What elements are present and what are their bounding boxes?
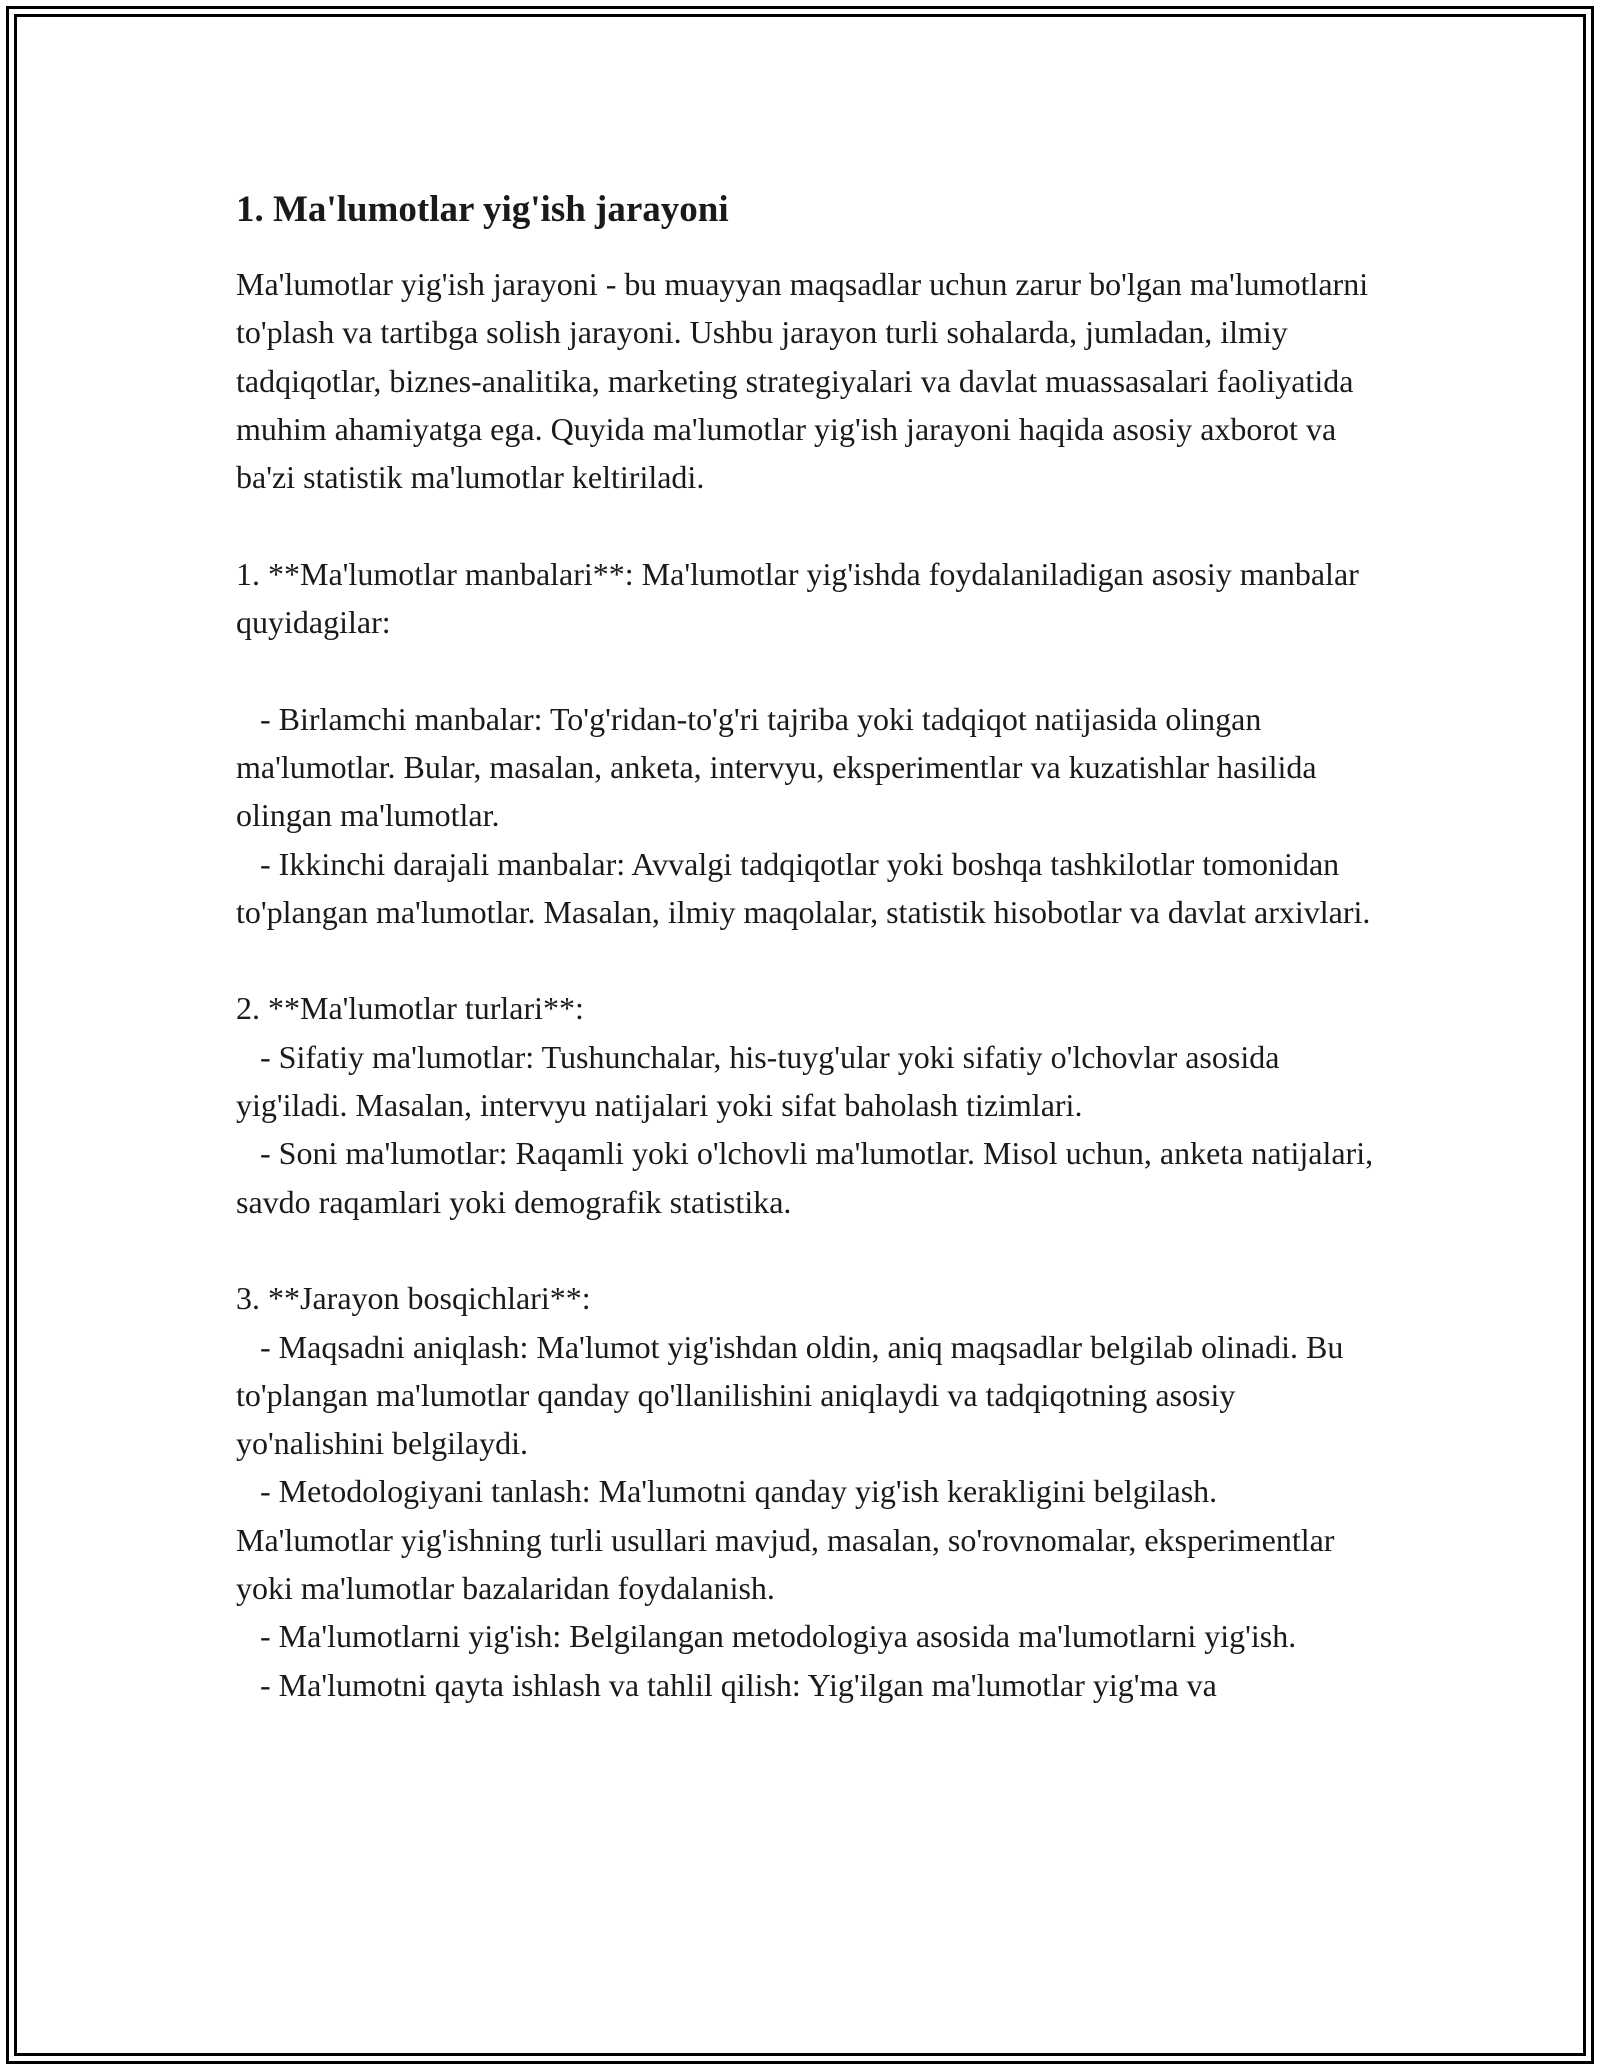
document-body — [236, 186, 1382, 1709]
section-3-item-methodology: - Metodologiyani tanlash: Ma'lumotni qanday yig'ish kerakligini belgilash. Ma'lumotlar yig'ishning turli usullari mavjud, masalan, so'rovnomalar, eksperimentlar yoki ma'lumotlar bazalaridan foydalanish. — [236, 1473, 1343, 1607]
section-3-item-processing: - Ma'lumotni qayta ishlash va tahlil qilish: Yig'ilgan ma'lumotlar yig'ma va — [236, 1666, 1217, 1703]
section-3-item-goal: - Maqsadni aniqlash: Ma'lumot yig'ishdan oldin, aniq maqsadlar belgilab olinadi. Bu to'plangan ma'lumotlar qanday qo'llanilishini aniqlaydi va tadqiqotning asosiy yo'nalishini belgilaydi. — [236, 1328, 1352, 1462]
section-3-item-collection: - Ma'lumotlarni yig'ish: Belgilangan metodologiya asosida ma'lumotlarni yig'ish. — [236, 1618, 1297, 1655]
section-1-heading: 1. **Ma'lumotlar manbalari**: Ma'lumotlar yig'ishda foydalaniladigan asosiy manbalar quyidagilar: — [236, 555, 1367, 641]
section-2-heading: 2. **Ma'lumotlar turlari**: — [236, 990, 584, 1027]
spacer — [236, 646, 1376, 694]
section-2-item-quantitative: - Soni ma'lumotlar: Raqamli yoki o'lchovli ma'lumotlar. Misol uchun, anketa natijalari, savdo raqamlari yoki demografik statistika. — [236, 1135, 1382, 1220]
spacer — [236, 936, 1376, 984]
section-1-item-primary-sources: - Birlamchi manbalar: To'g'ridan-to'g'ri tajriba yoki tadqiqot natijasida olingan ma'lumotlar. Bular, masalan, anketa, intervyu, eksperimentlar va kuzatishlar hasilida olingan ma'lumotlar. — [236, 700, 1325, 834]
spacer — [236, 1226, 1376, 1274]
intro-paragraph: Ma'lumotlar yig'ish jarayoni - bu muayyan maqsadlar uchun zarur bo'lgan ma'lumotlarni to'plash va tartibga solish jarayoni. Ushbu jarayon turli sohalarda, jumladan, ilmiy tadqiqotlar, biznes-analitika, marketing strategiyalari va davlat muassasalari faoliyatida muhim ahamiyatga ega. Quyida ma'lumotlar yig'ish jarayoni haqida asosiy axborot va ba'zi statistik ma'lumotlar keltiriladi. — [236, 266, 1377, 496]
section-3-heading: 3. **Jarayon bosqichlari**: — [236, 1280, 591, 1317]
spacer — [236, 501, 1376, 549]
section-1-item-secondary-sources: - Ikkinchi darajali manbalar: Avvalgi tadqiqotlar yoki boshqa tashkilotlar tomonidan to'plangan ma'lumotlar. Masalan, ilmiy maqolalar, statistik hisobotlar va davlat arxivlari. — [236, 845, 1371, 930]
section-2-item-qualitative: - Sifatiy ma'lumotlar: Tushunchalar, his-tuyg'ular yoki sifatiy o'lchovlar asosida yig'iladi. Masalan, intervyu natijalari yoki sifat baholash tizimlari. — [236, 1038, 1288, 1124]
document-title: 1. Ma'lumotlar yig'ish jarayoni — [236, 189, 729, 230]
